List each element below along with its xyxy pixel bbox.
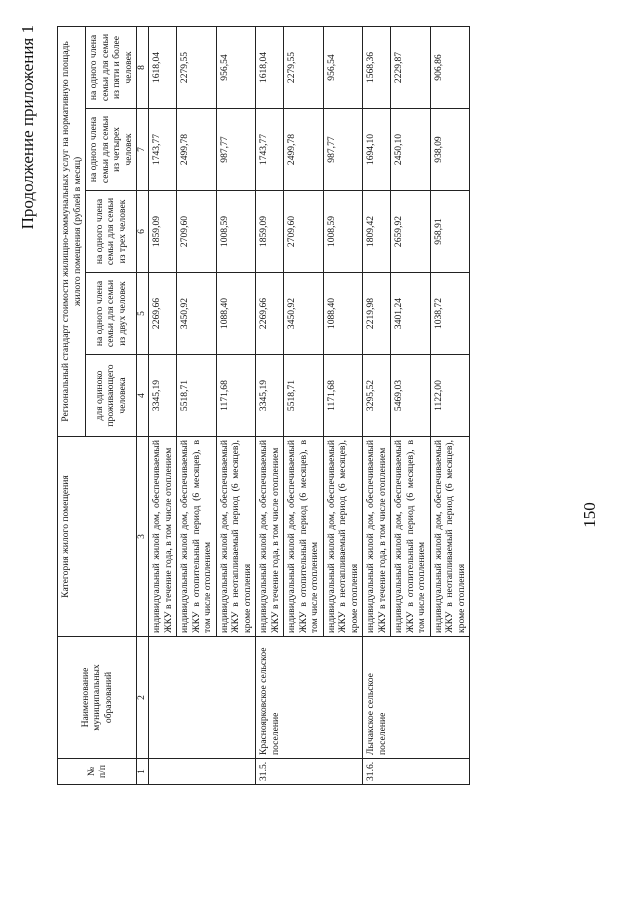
column-number: 2	[137, 637, 149, 759]
column-number: 6	[137, 191, 149, 273]
value-cell: 956,54	[216, 26, 256, 108]
column-number: 5	[137, 273, 149, 355]
column-number: 1	[137, 759, 149, 785]
value-cell: 1618,04	[256, 26, 284, 108]
value-cell: 5518,71	[284, 355, 324, 437]
column-number: 3	[137, 437, 149, 637]
value-cell: 1088,40	[323, 273, 363, 355]
value-cell: 2659,92	[391, 191, 431, 273]
value-cell: 3401,24	[391, 273, 431, 355]
housing-cost-table	[57, 26, 470, 785]
category-cell: индивидуальный жилой дом, обеспечиваемый ЖКУ в отопительный период (6 месяцев), в том числе отоплением	[284, 437, 324, 637]
value-cell: 5518,71	[177, 355, 217, 437]
column-number: 4	[137, 355, 149, 437]
value-cell: 2269,66	[256, 273, 284, 355]
header-sub-family-3: на одного члена семьи для семьи из трех человек	[86, 191, 137, 273]
column-number: 8	[137, 26, 149, 108]
table-row	[149, 26, 177, 784]
value-cell: 3450,92	[177, 273, 217, 355]
value-cell: 2499,78	[177, 109, 217, 191]
header-sub-family-5: на одного члена семьи для семьи из пяти и более человек	[86, 26, 137, 108]
category-cell: индивидуальный жилой дом, обеспечиваемый ЖКУ в неотапливаемый период (6 месяцев), кроме отопления	[430, 437, 470, 637]
value-cell: 1038,72	[430, 273, 470, 355]
value-cell: 1859,09	[149, 191, 177, 273]
value-cell: 2219,98	[363, 273, 391, 355]
value-cell: 2269,66	[149, 273, 177, 355]
value-cell: 1088,40	[216, 273, 256, 355]
value-cell: 987,77	[323, 109, 363, 191]
category-cell: индивидуальный жилой дом, обеспечиваемый ЖКУ в течение года, в том числе отоплением	[149, 437, 177, 637]
value-cell: 2279,55	[284, 26, 324, 108]
category-cell: индивидуальный жилой дом, обеспечиваемый ЖКУ в отопительный период (6 месяцев), в том числе отоплением	[391, 437, 431, 637]
header-sub-family-4: на одного члена семьи для семьи из четырех человек	[86, 109, 137, 191]
value-cell: 987,77	[216, 109, 256, 191]
value-cell: 2709,60	[284, 191, 324, 273]
value-cell: 3450,92	[284, 273, 324, 355]
value-cell: 1618,04	[149, 26, 177, 108]
category-cell: индивидуальный жилой дом, обеспечиваемый ЖКУ в неотапливаемый период (6 месяцев), кроме отопления	[216, 437, 256, 637]
value-cell: 1171,68	[323, 355, 363, 437]
value-cell: 1809,42	[363, 191, 391, 273]
value-cell: 1743,77	[149, 109, 177, 191]
value-cell: 2229,87	[391, 26, 431, 108]
value-cell: 2450,10	[391, 109, 431, 191]
row-number: 31.6.	[363, 759, 470, 785]
category-cell: индивидуальный жилой дом, обеспечиваемый ЖКУ в неотапливаемый период (6 месяцев), кроме отопления	[323, 437, 363, 637]
value-cell: 3345,19	[149, 355, 177, 437]
value-cell: 938,09	[430, 109, 470, 191]
row-number	[149, 759, 256, 785]
value-cell: 1743,77	[256, 109, 284, 191]
header-sub-single: для одиноко проживающего человека	[86, 355, 137, 437]
page-number: 150	[580, 502, 599, 528]
column-number: 7	[137, 109, 149, 191]
value-cell: 2709,60	[177, 191, 217, 273]
municipality-name: Красноярковское сельское поселение	[256, 637, 363, 759]
header-category: Категория жилого помещения	[58, 437, 137, 637]
category-cell: индивидуальный жилой дом, обеспечиваемый ЖКУ в течение года, в том числе отоплением	[363, 437, 391, 637]
value-cell: 3345,19	[256, 355, 284, 437]
header-row-top	[58, 26, 86, 784]
value-cell: 1694,10	[363, 109, 391, 191]
value-cell: 1171,68	[216, 355, 256, 437]
value-cell: 2279,55	[177, 26, 217, 108]
category-cell: индивидуальный жилой дом, обеспечиваемый ЖКУ в отопительный период (6 месяцев), в том числе отоплением	[177, 437, 217, 637]
header-regional-standard: Региональный стандарт стоимости жилищно-коммунальных услуг на нормативную площадь жилого помещения (рублей в месяц)	[58, 26, 86, 436]
table-row	[256, 26, 284, 784]
value-cell: 2499,78	[284, 109, 324, 191]
value-cell: 1568,36	[363, 26, 391, 108]
value-cell: 5469,03	[391, 355, 431, 437]
municipality-name: Лычакское сельское поселение	[363, 637, 470, 759]
value-cell: 1008,59	[216, 191, 256, 273]
municipality-name	[149, 637, 256, 759]
table-row	[363, 26, 391, 784]
header-municipality: Наименование муниципальных образований	[58, 637, 137, 759]
value-cell: 1859,09	[256, 191, 284, 273]
value-cell: 956,54	[323, 26, 363, 108]
appendix-title: Продолжение приложения 1	[18, 25, 37, 230]
row-number: 31.5.	[256, 759, 363, 785]
value-cell: 1008,59	[323, 191, 363, 273]
value-cell: 906,86	[430, 26, 470, 108]
value-cell: 3295,52	[363, 355, 391, 437]
value-cell: 1122,00	[430, 355, 470, 437]
header-sub-family-2: на одного члена семьи для семьи из двух человек	[86, 273, 137, 355]
column-number-row	[137, 26, 149, 784]
category-cell: индивидуальный жилой дом, обеспечиваемый ЖКУ в течение года, в том числе отоплением	[256, 437, 284, 637]
value-cell: 958,91	[430, 191, 470, 273]
header-num: № п/п	[58, 759, 137, 785]
